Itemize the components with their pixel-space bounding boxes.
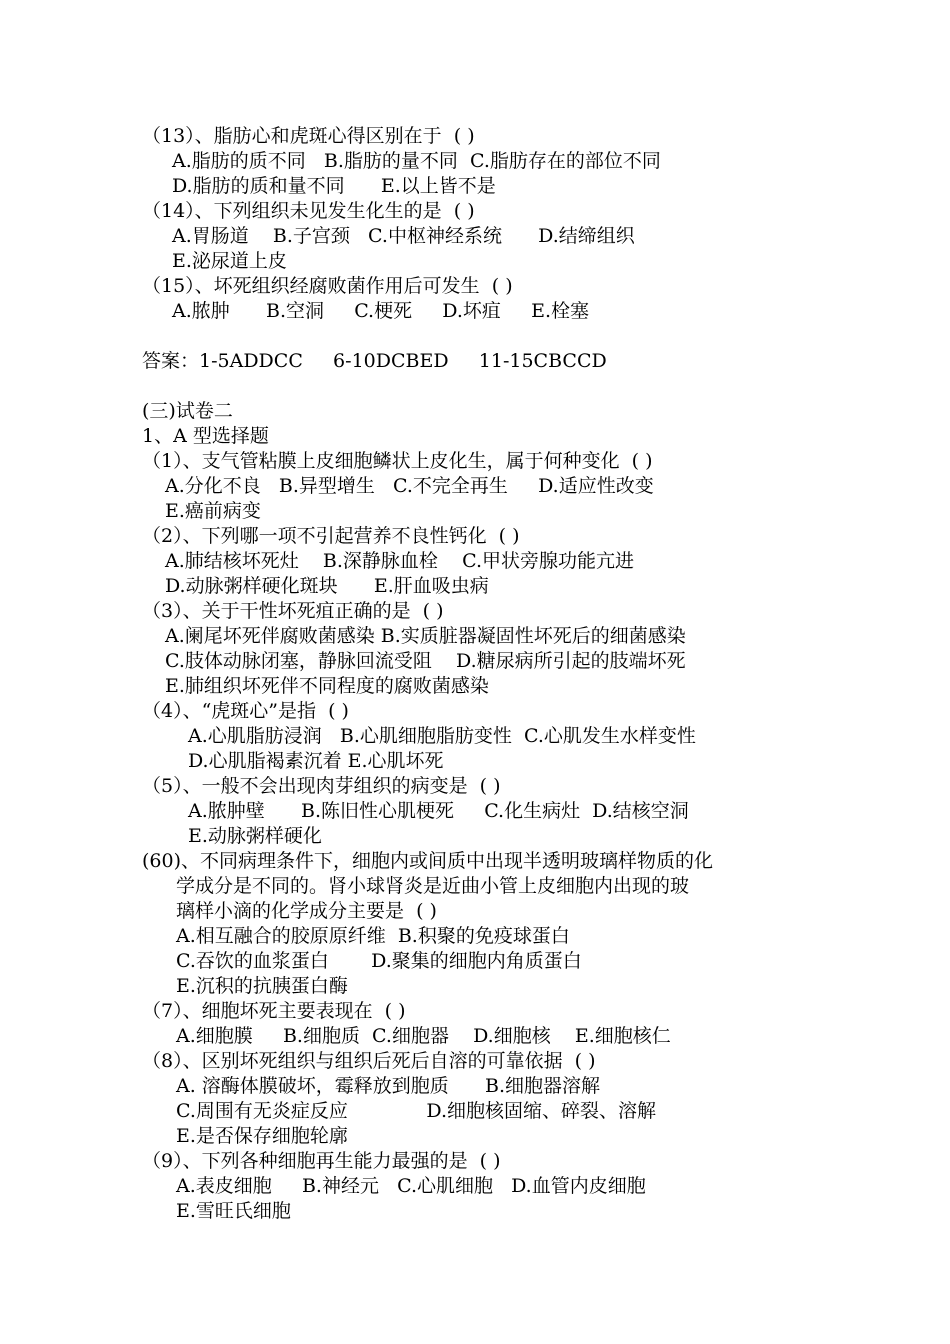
question-60-stem-line-1: (60)、不同病理条件下，细胞内或间质中出现半透明玻璃样物质的化	[142, 850, 714, 872]
question-7-options: A.细胞膜 B.细胞质 C.细胞器 D.细胞核 E.细胞核仁	[176, 1025, 671, 1047]
question-15-stem: （15）、坏死组织经腐败菌作用后可发生 ( )	[142, 275, 513, 297]
question-15-options: A.脓肿 B.空洞 C.梗死 D.坏疽 E.栓塞	[172, 300, 589, 322]
question-8-options-line-1: A. 溶酶体膜破坏，霉释放到胞质 B.细胞器溶解	[176, 1075, 601, 1097]
question-3-options-line-3: E.肺组织坏死伴不同程度的腐败菌感染	[165, 675, 489, 697]
question-2-stem: （2）、下列哪一项不引起营养不良性钙化 ( )	[142, 525, 520, 547]
question-3-options-line-1: A.阑尾坏死伴腐败菌感染 B.实质脏器凝固性坏死后的细菌感染	[165, 625, 686, 647]
question-2-options-line-1: A.肺结核坏死灶 B.深静脉血栓 C.甲状旁腺功能亢进	[165, 550, 634, 572]
question-7-stem: （7）、细胞坏死主要表现在 ( )	[142, 1000, 406, 1022]
question-4-options-line-1: A.心肌脂肪浸润 B.心肌细胞脂肪变性 C.心肌发生水样变性	[188, 725, 696, 747]
question-13-stem: （13）、脂肪心和虎斑心得区别在于 ( )	[142, 125, 475, 147]
question-2-options-line-2: D.动脉粥样硬化斑块 E.肝血吸虫病	[165, 575, 489, 597]
question-1-options-line-2: E.癌前病变	[165, 500, 261, 522]
question-13-options-line-1: A.脂肪的质不同 B.脂肪的量不同 C.脂肪存在的部位不同	[172, 150, 661, 172]
question-1-options-line-1: A.分化不良 B.异型增生 C.不完全再生 D.适应性改变	[165, 475, 654, 497]
question-8-options-line-2: C.周围有无炎症反应 D.细胞核固缩、碎裂、溶解	[176, 1100, 657, 1122]
question-5-stem: （5）、一般不会出现肉芽组织的病变是 ( )	[142, 775, 501, 797]
question-14-options-line-1: A.胃肠道 B.子宫颈 C.中枢神经系统 D.结缔组织	[172, 225, 635, 247]
question-9-options-line-1: A.表皮细胞 B.神经元 C.心肌细胞 D.血管内皮细胞	[176, 1175, 646, 1197]
question-4-stem: （4）、“虎斑心”是指 ( )	[142, 700, 349, 722]
question-13-options-line-2: D.脂肪的质和量不同 E.以上皆不是	[172, 175, 496, 197]
question-60-options-line-1: A.相互融合的胶原原纤维 B.积聚的免疫球蛋白	[176, 925, 570, 947]
question-8-options-line-3: E.是否保存细胞轮廓	[176, 1125, 348, 1147]
question-8-stem: （8）、区别坏死组织与组织后死后自溶的可靠依据 ( )	[142, 1050, 596, 1072]
section-heading: (三)试卷二	[142, 400, 233, 422]
question-60-options-line-3: E.沉积的抗胰蛋白酶	[176, 975, 348, 997]
question-3-stem: （3）、关于干性坏死疽正确的是 ( )	[142, 600, 444, 622]
question-14-options-line-2: E.泌尿道上皮	[172, 250, 287, 272]
question-5-options-line-1: A.脓肿壁 B.陈旧性心肌梗死 C.化生病灶 D.结核空洞	[188, 800, 689, 822]
question-60-options-line-2: C.吞饮的血浆蛋白 D.聚集的细胞内角质蛋白	[176, 950, 582, 972]
answer-key: 答案：1-5ADDCC 6-10DCBED 11-15CBCCD	[142, 350, 607, 372]
question-60-stem-line-2: 学成分是不同的。肾小球肾炎是近曲小管上皮细胞内出现的玻	[176, 875, 690, 897]
question-3-options-line-2: C.肢体动脉闭塞，静脉回流受阻 D.糖尿病所引起的肢端坏死	[165, 650, 686, 672]
question-9-options-line-2: E.雪旺氏细胞	[176, 1200, 291, 1222]
question-5-options-line-2: E.动脉粥样硬化	[188, 825, 322, 847]
question-9-stem: （9）、下列各种细胞再生能力最强的是 ( )	[142, 1150, 501, 1172]
question-60-stem-line-3: 璃样小滴的化学成分主要是 ( )	[176, 900, 437, 922]
question-4-options-line-2: D.心肌脂褐素沉着 E.心肌坏死	[188, 750, 444, 772]
question-14-stem: （14）、下列组织未见发生化生的是 ( )	[142, 200, 475, 222]
subsection-heading: 1、A 型选择题	[142, 425, 269, 447]
question-1-stem: （1）、支气管粘膜上皮细胞鳞状上皮化生，属于何种变化 ( )	[142, 450, 653, 472]
